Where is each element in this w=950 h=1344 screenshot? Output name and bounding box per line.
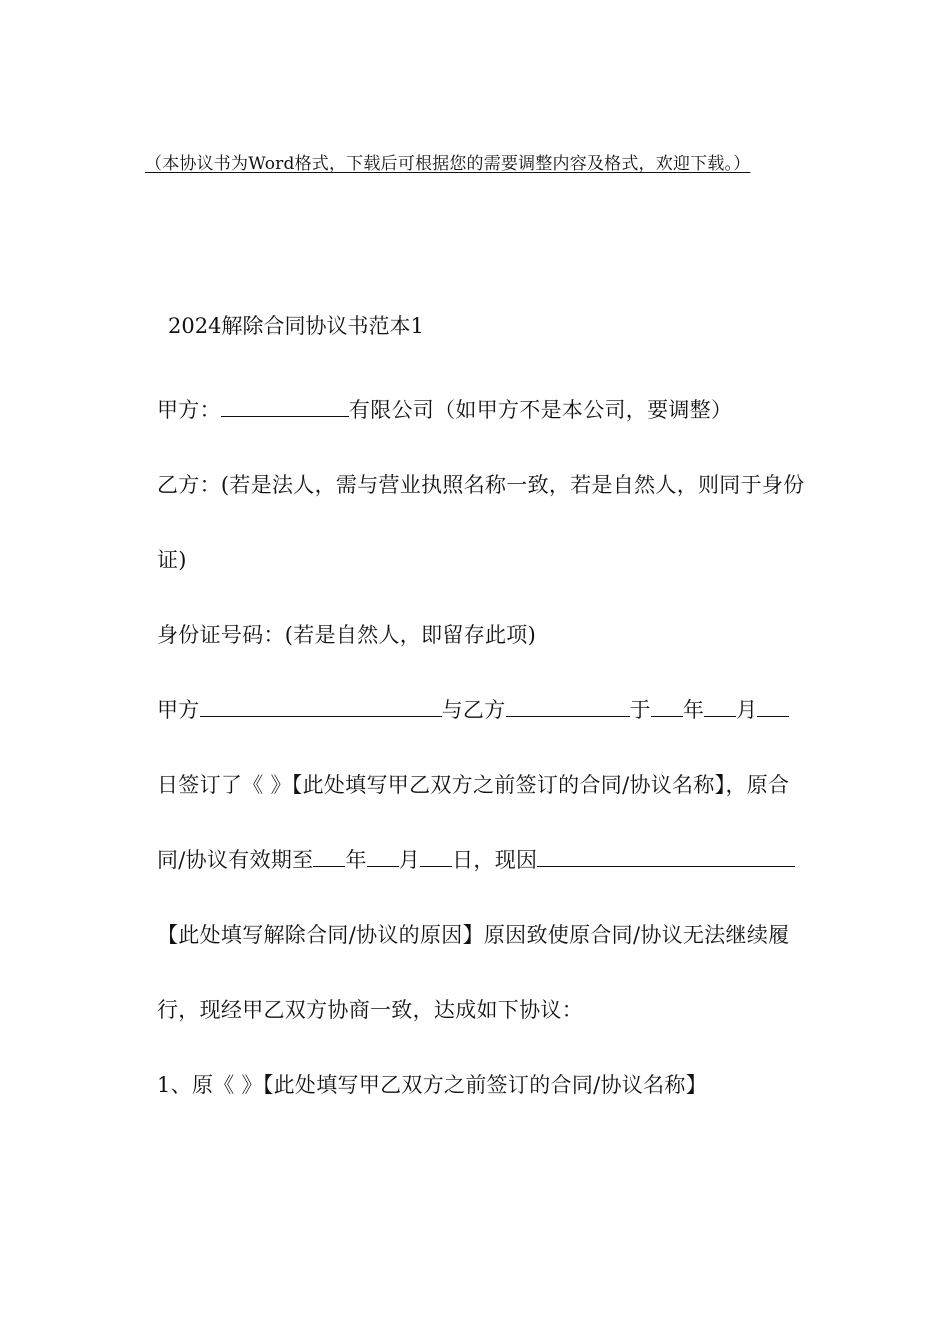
id-number-line: 身份证号码：(若是自然人，即留存此项) (157, 623, 537, 647)
party-a-blank (221, 396, 349, 417)
document-body (145, 373, 810, 1123)
clause-text: 月 (398, 848, 421, 872)
agreement-clause (145, 673, 810, 1048)
clause-text: 日，现因 (452, 848, 538, 872)
party-a-line (145, 373, 810, 448)
party-a-label: 甲方： (157, 398, 221, 422)
item-1: 1、原《 》【此处填写甲乙双方之前签订的合同/协议名称】 (157, 1073, 708, 1097)
reason-blank (537, 846, 617, 867)
expiry-day-blank (420, 846, 452, 867)
clause-text: 日签订了《 》【此处填写甲乙双方之前签订的合同/协议名称】，原合同/协议有效期至 (157, 773, 790, 872)
clause-text: 【此处填写解除合同/协议的原因】原因致使原合同/协议无法继续履行，现经甲乙双方协商一致，达成如下协议： (157, 923, 790, 1022)
expiry-month-blank (367, 846, 399, 867)
clause-text: 年 (345, 848, 367, 872)
header-note: （本协议书为Word格式，下载后可根据您的需要调整内容及格式，欢迎下载。） (145, 154, 751, 174)
party-a-suffix: 有限公司（如甲方不是本公司，要调整） (348, 398, 733, 422)
document-title: 2024解除合同协议书范本1 (168, 314, 424, 338)
day-blank (757, 696, 789, 717)
year-blank (651, 696, 683, 717)
clause-text: 甲方 (157, 698, 200, 722)
reason-blank-continued (617, 846, 795, 867)
month-blank (704, 696, 736, 717)
clause-text: 于 (629, 698, 651, 722)
clause-text: 年 (682, 698, 705, 722)
party-b-paragraph: 乙方：(若是法人，需与营业执照名称一致，若是自然人，则同于身份证) (157, 473, 805, 572)
party-a-name-blank (200, 696, 442, 717)
clause-text: 月 (736, 698, 758, 722)
expiry-year-blank (313, 846, 345, 867)
party-b-name-blank (506, 696, 630, 717)
clause-text: 与乙方 (441, 698, 506, 722)
